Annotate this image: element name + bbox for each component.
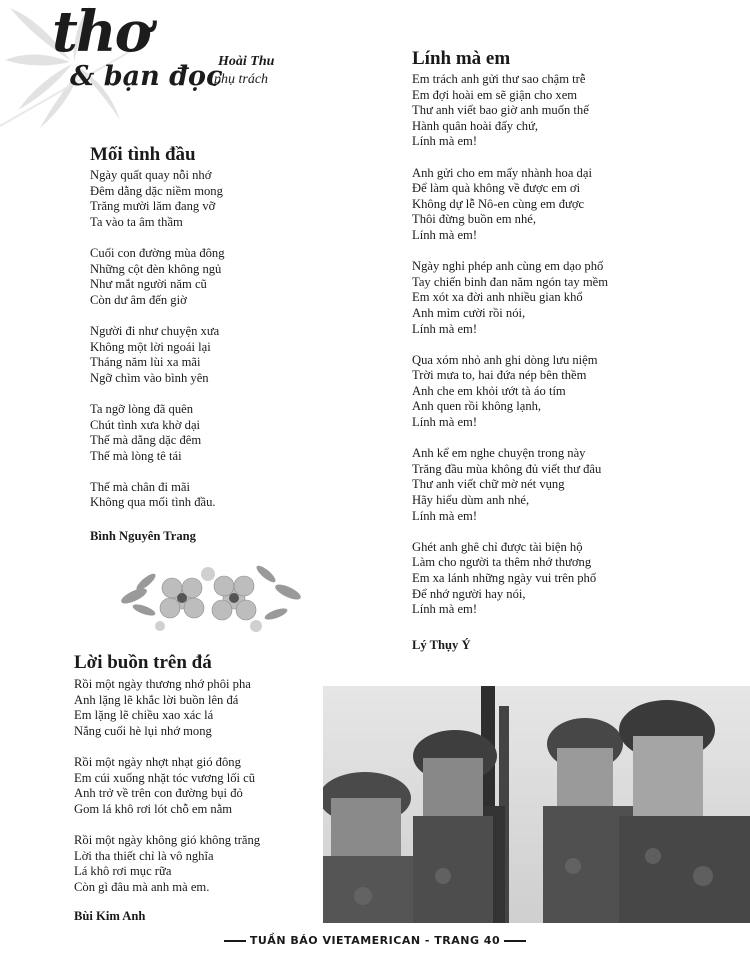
poem-line: Anh trở về trên con đường bụi đỏ — [74, 786, 243, 801]
poem-line: Anh che em khỏi ướt tà áo tím — [412, 383, 566, 398]
poem-line: Em trách anh gửi thư sao chậm trễ — [412, 72, 586, 86]
poem-line: Đêm dằng dặc niềm mong — [90, 183, 223, 198]
poem-stanza — [412, 353, 608, 431]
poem-title: Lính mà em — [412, 48, 511, 69]
poem-line: Lính mà em! — [412, 415, 478, 430]
poem-line: Anh kể em nghe chuyện trong này — [412, 446, 586, 461]
poem-line: Em xa lánh những ngày vui trên phố — [412, 571, 597, 585]
poem-stanza — [412, 72, 608, 150]
poem-line: Thế mà chân đi mãi — [90, 479, 191, 494]
poem-line: Để nhớ người hay nói, — [412, 586, 526, 601]
poem-line: Người đi như chuyện xưa — [90, 323, 220, 338]
poem-stanza — [90, 246, 225, 308]
poem-body — [412, 72, 608, 618]
poem-line: Thôi đừng buồn em nhé, — [412, 212, 537, 227]
poem-line: Lính mà em! — [412, 602, 478, 617]
poem-line: Em xót xa đời anh nhiều gian khổ — [412, 290, 583, 305]
poem-line: Hành quân hoài đấy chứ, — [412, 118, 539, 133]
poem-stanza — [90, 168, 225, 230]
poem-line: Anh mỉm cười rồi nói, — [412, 305, 526, 320]
poem-line: Ta ngỡ lòng đã quên — [90, 401, 194, 416]
footer-rule-right — [504, 940, 526, 942]
poem-line: Lính mà em! — [412, 134, 478, 149]
poem-line: Không qua mối tình đầu. — [90, 495, 216, 510]
poem-stanza — [412, 446, 608, 524]
poem-line: Rồi một ngày thương nhớ phôi pha — [74, 677, 251, 691]
poem-line: Em đợi hoài em sẽ giận cho xem — [412, 87, 578, 102]
poem-line: Tay chiến binh đan năm ngón tay mềm — [412, 274, 609, 289]
poem-line: Lính mà em! — [412, 227, 478, 242]
poem-line: Qua xóm nhỏ anh ghi dòng lưu niệm — [412, 352, 598, 367]
poem-line: Trời mưa to, hai đứa nép bên thềm — [412, 368, 587, 383]
poem-line: Ghét anh ghê chỉ được tài biện hộ — [412, 539, 583, 554]
poem-line: Gom lá khô rơi lót chỗ em nằm — [74, 801, 233, 816]
poem-stanza — [74, 677, 260, 739]
poem-line: Lời tha thiết chỉ là vô nghĩa — [74, 848, 214, 863]
poem-line: Thư anh viết chữ mờ nét vụng — [412, 477, 565, 492]
section-logo: thơ — [52, 0, 150, 65]
poem-line: Để làm quà không về được em ơi — [412, 181, 581, 196]
poem-line: Tháng năm lùi xa mãi — [90, 355, 201, 370]
page-footer — [0, 934, 750, 947]
poem-line: Nắng cuối hè lụi nhớ mong — [74, 723, 212, 738]
poem-line: Lính mà em! — [412, 321, 478, 336]
poem-line: Thế mà lòng tê tái — [90, 448, 182, 463]
poem-stanza — [412, 259, 608, 337]
poem-line: Em cúi xuống nhặt tóc vương lối cũ — [74, 770, 256, 785]
poem-line: Còn gì đâu mà anh mà em. — [74, 879, 210, 894]
poem-line: Lá khô rơi mục rữa — [74, 864, 172, 879]
poem-stanza — [412, 540, 608, 618]
poem-line: Anh gửi cho em mấy nhành hoa dại — [412, 165, 592, 180]
poem-body — [90, 168, 225, 511]
poem-line: Thế mà dằng dặc đêm — [90, 433, 202, 448]
poem-line: Chút tình xưa khờ dại — [90, 417, 201, 432]
footer-text: TUẦN BÁO VIETAMERICAN - TRANG 40 — [249, 934, 501, 947]
poem-title: Lời buồn trên đá — [74, 652, 212, 673]
poem-stanza — [90, 402, 225, 464]
poem-body — [74, 677, 260, 895]
poem-line: Không một lời ngoái lại — [90, 339, 211, 354]
poem-line: Rồi một ngày nhợt nhạt gió đông — [74, 754, 241, 769]
poem-line: Em lặng lẽ chiều xao xác lá — [74, 708, 214, 723]
poem-line: Lính mà em! — [412, 508, 478, 523]
footer-rule-left — [224, 940, 246, 942]
poem-stanza — [74, 755, 260, 817]
poem-line: Trăng đầu mùa không đủ viết thư đâu — [412, 461, 602, 476]
poem-line: Như mắt người năm cũ — [90, 277, 207, 292]
poem-line: Anh lặng lẽ khắc lời buồn lên đá — [74, 692, 239, 707]
poem-line: Hãy hiểu dùm anh nhé, — [412, 493, 530, 508]
poem-line: Anh quen rồi không lạnh, — [412, 399, 542, 414]
poem-stanza — [90, 324, 225, 386]
poem-line: Làm cho người ta thêm nhớ thương — [412, 555, 592, 570]
flower-bouquet-icon — [116, 552, 312, 640]
poem-line: Ngày nghỉ phép anh cùng em dạo phố — [412, 259, 604, 274]
poem-stanza — [74, 833, 260, 895]
soldiers-photo — [323, 686, 750, 923]
poem-author: Bình Nguyên Trang — [90, 529, 196, 543]
poem-stanza — [412, 166, 608, 244]
poem-line: Ngỡ chìm vào bình yên — [90, 370, 209, 385]
poem-line: Còn dư âm đến giờ — [90, 292, 187, 307]
poem-line: Trăng mười lăm đang vỡ — [90, 199, 216, 214]
poem-title: Mối tình đầu — [90, 144, 196, 165]
poem-line: Rồi một ngày không gió không trăng — [74, 832, 261, 847]
section-logo-subtitle: & bạn đọc — [70, 61, 223, 92]
editor-role: phụ trách — [214, 72, 269, 87]
poem-line: Không dự lễ Nô-en cùng em được — [412, 196, 585, 211]
editor-name: Hoài Thu — [218, 54, 275, 69]
poem-line: Những cột đèn không ngủ — [90, 261, 222, 276]
poem-line: Ta vào ta âm thầm — [90, 214, 183, 229]
poem-stanza — [90, 480, 225, 511]
poem-line: Ngày quất quay nỗi nhớ — [90, 168, 212, 182]
poem-line: Thư anh viết bao giờ anh muốn thế — [412, 103, 589, 118]
poem-line: Cuối con đường mùa đông — [90, 245, 225, 260]
poem-author: Lý Thụy Ý — [412, 638, 471, 652]
poem-author: Bùi Kim Anh — [74, 909, 146, 923]
